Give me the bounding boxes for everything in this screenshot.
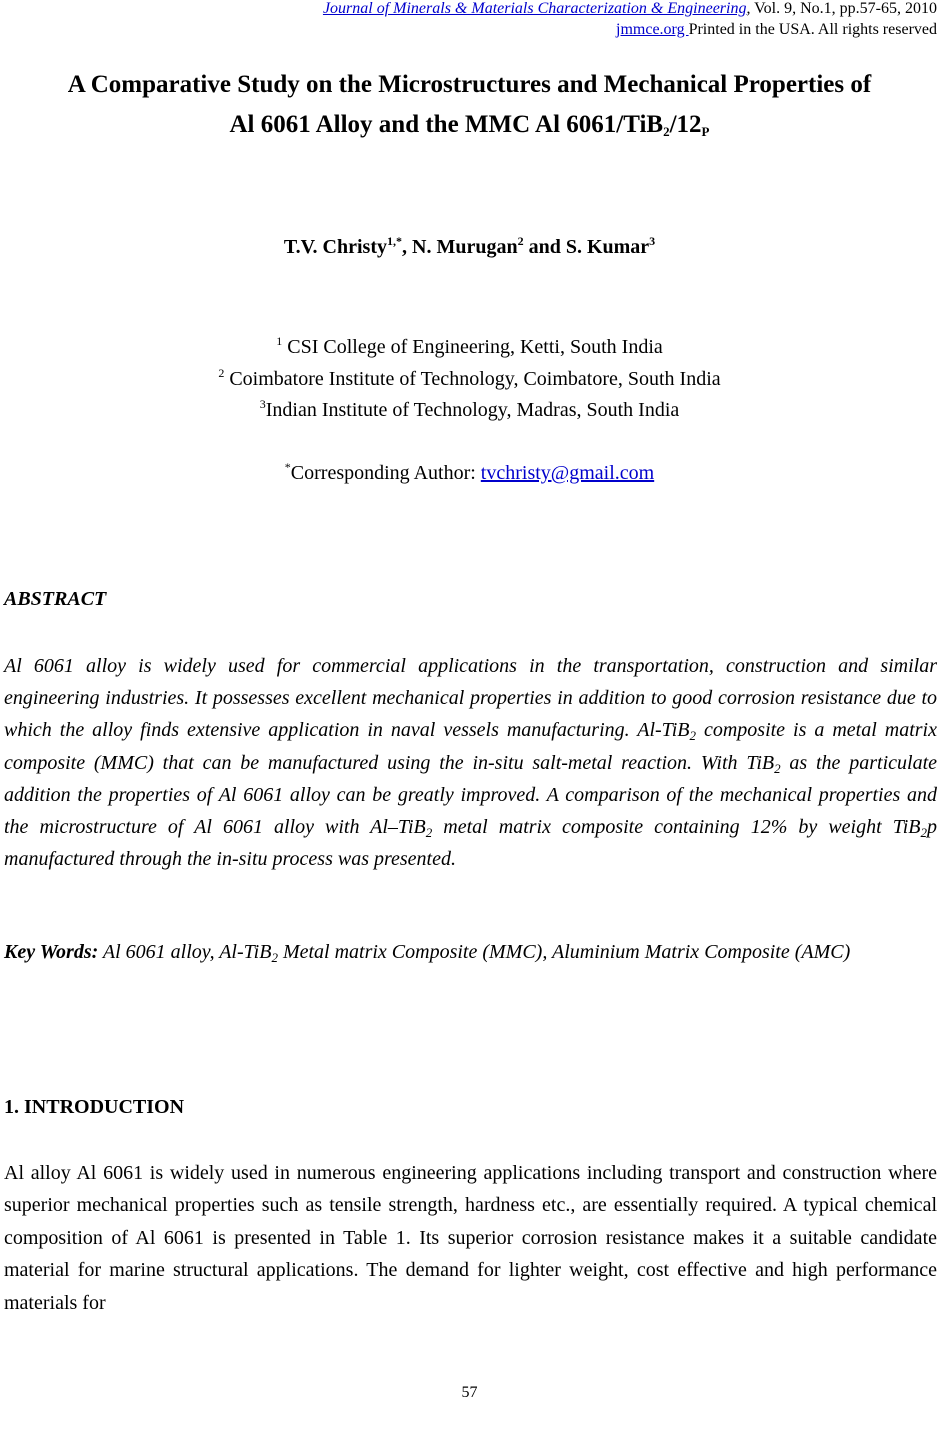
site-header-line xyxy=(616,20,937,39)
abstract-text: Al 6061 alloy is widely used for commercial applications in the transportation, construction and similar engineering industries. It possesses excellent mechanical properties in addition to good corrosion resistance due to which the alloy finds extensive application in naval vessels manufacturing. Al-TiB$_2$ composite is a metal matrix composite (MMC) that can be manufactured using the in-situ salt-metal reaction. With TiB$_2$ as the particulate addition the properties of Al 6061 alloy can be greatly improved. A comparison of the mechanical properties and the microstructure of Al 6061 alloy with Al–TiB$_2$ metal matrix composite containing 12% by weight TiB$_2$p manufactured through the in-situ process was presented. xyxy=(4,655,938,871)
site-link[interactable]: jmmce.org xyxy=(616,21,689,38)
author-list: T.V. Christy$^{1,*}$, N. Murugan$^2$ and S. Kumar$^3$ xyxy=(283,234,656,258)
paper-title-line2: Al 6061 Alloy and the MMC Al $6061/TiB_2/12_P$ xyxy=(229,111,710,139)
email-link[interactable]: tvchristy@gmail.com xyxy=(480,462,655,484)
affiliation-1: $^1$ CSI College of Engineering, Ketti, South India xyxy=(276,334,663,358)
keywords: Key Words: Al 6061 alloy, Al-TiB$_2$ Metal matrix Composite (MMC), Aluminium Matrix Composite (AMC) xyxy=(4,941,851,965)
corresponding-author: *Corresponding Author: tvchristy@gmail.com xyxy=(284,460,655,484)
introduction-text: Al alloy Al 6061 is widely used in numerous engineering applications including transport and construction where superior mechanical properties such as tensile strength, hardness etc., are essentially required. A typical chemical composition of Al 6061 is presented in Table 1. Its superior corrosion resistance makes it a suitable candidate material for marine structural applications. The demand for lighter weight, cost effective and high performance materials for xyxy=(4,1162,937,1314)
affiliation-2: $^2$ Coimbatore Institute of Technology, Coimbatore, South India xyxy=(218,366,721,390)
keywords-label: Key Words: xyxy=(4,941,99,963)
journal-header-line xyxy=(323,0,937,18)
abstract-heading: ABSTRACT xyxy=(4,588,107,610)
introduction-heading: 1. INTRODUCTION xyxy=(4,1096,185,1118)
rights-text: Printed in the USA. All rights reserved xyxy=(688,21,937,38)
journal-info: , Vol. 9, No.1, pp.57-65, 2010 xyxy=(746,0,937,17)
affiliation-3: $^3$Indian Institute of Technology, Madras, South India xyxy=(259,397,680,421)
page-number: 57 xyxy=(461,1384,478,1401)
journal-link[interactable]: Journal of Minerals & Materials Characterization & Engineering xyxy=(322,0,747,17)
paper-title-line1: A Comparative Study on the Microstructures and Mechanical Properties of xyxy=(67,71,872,98)
